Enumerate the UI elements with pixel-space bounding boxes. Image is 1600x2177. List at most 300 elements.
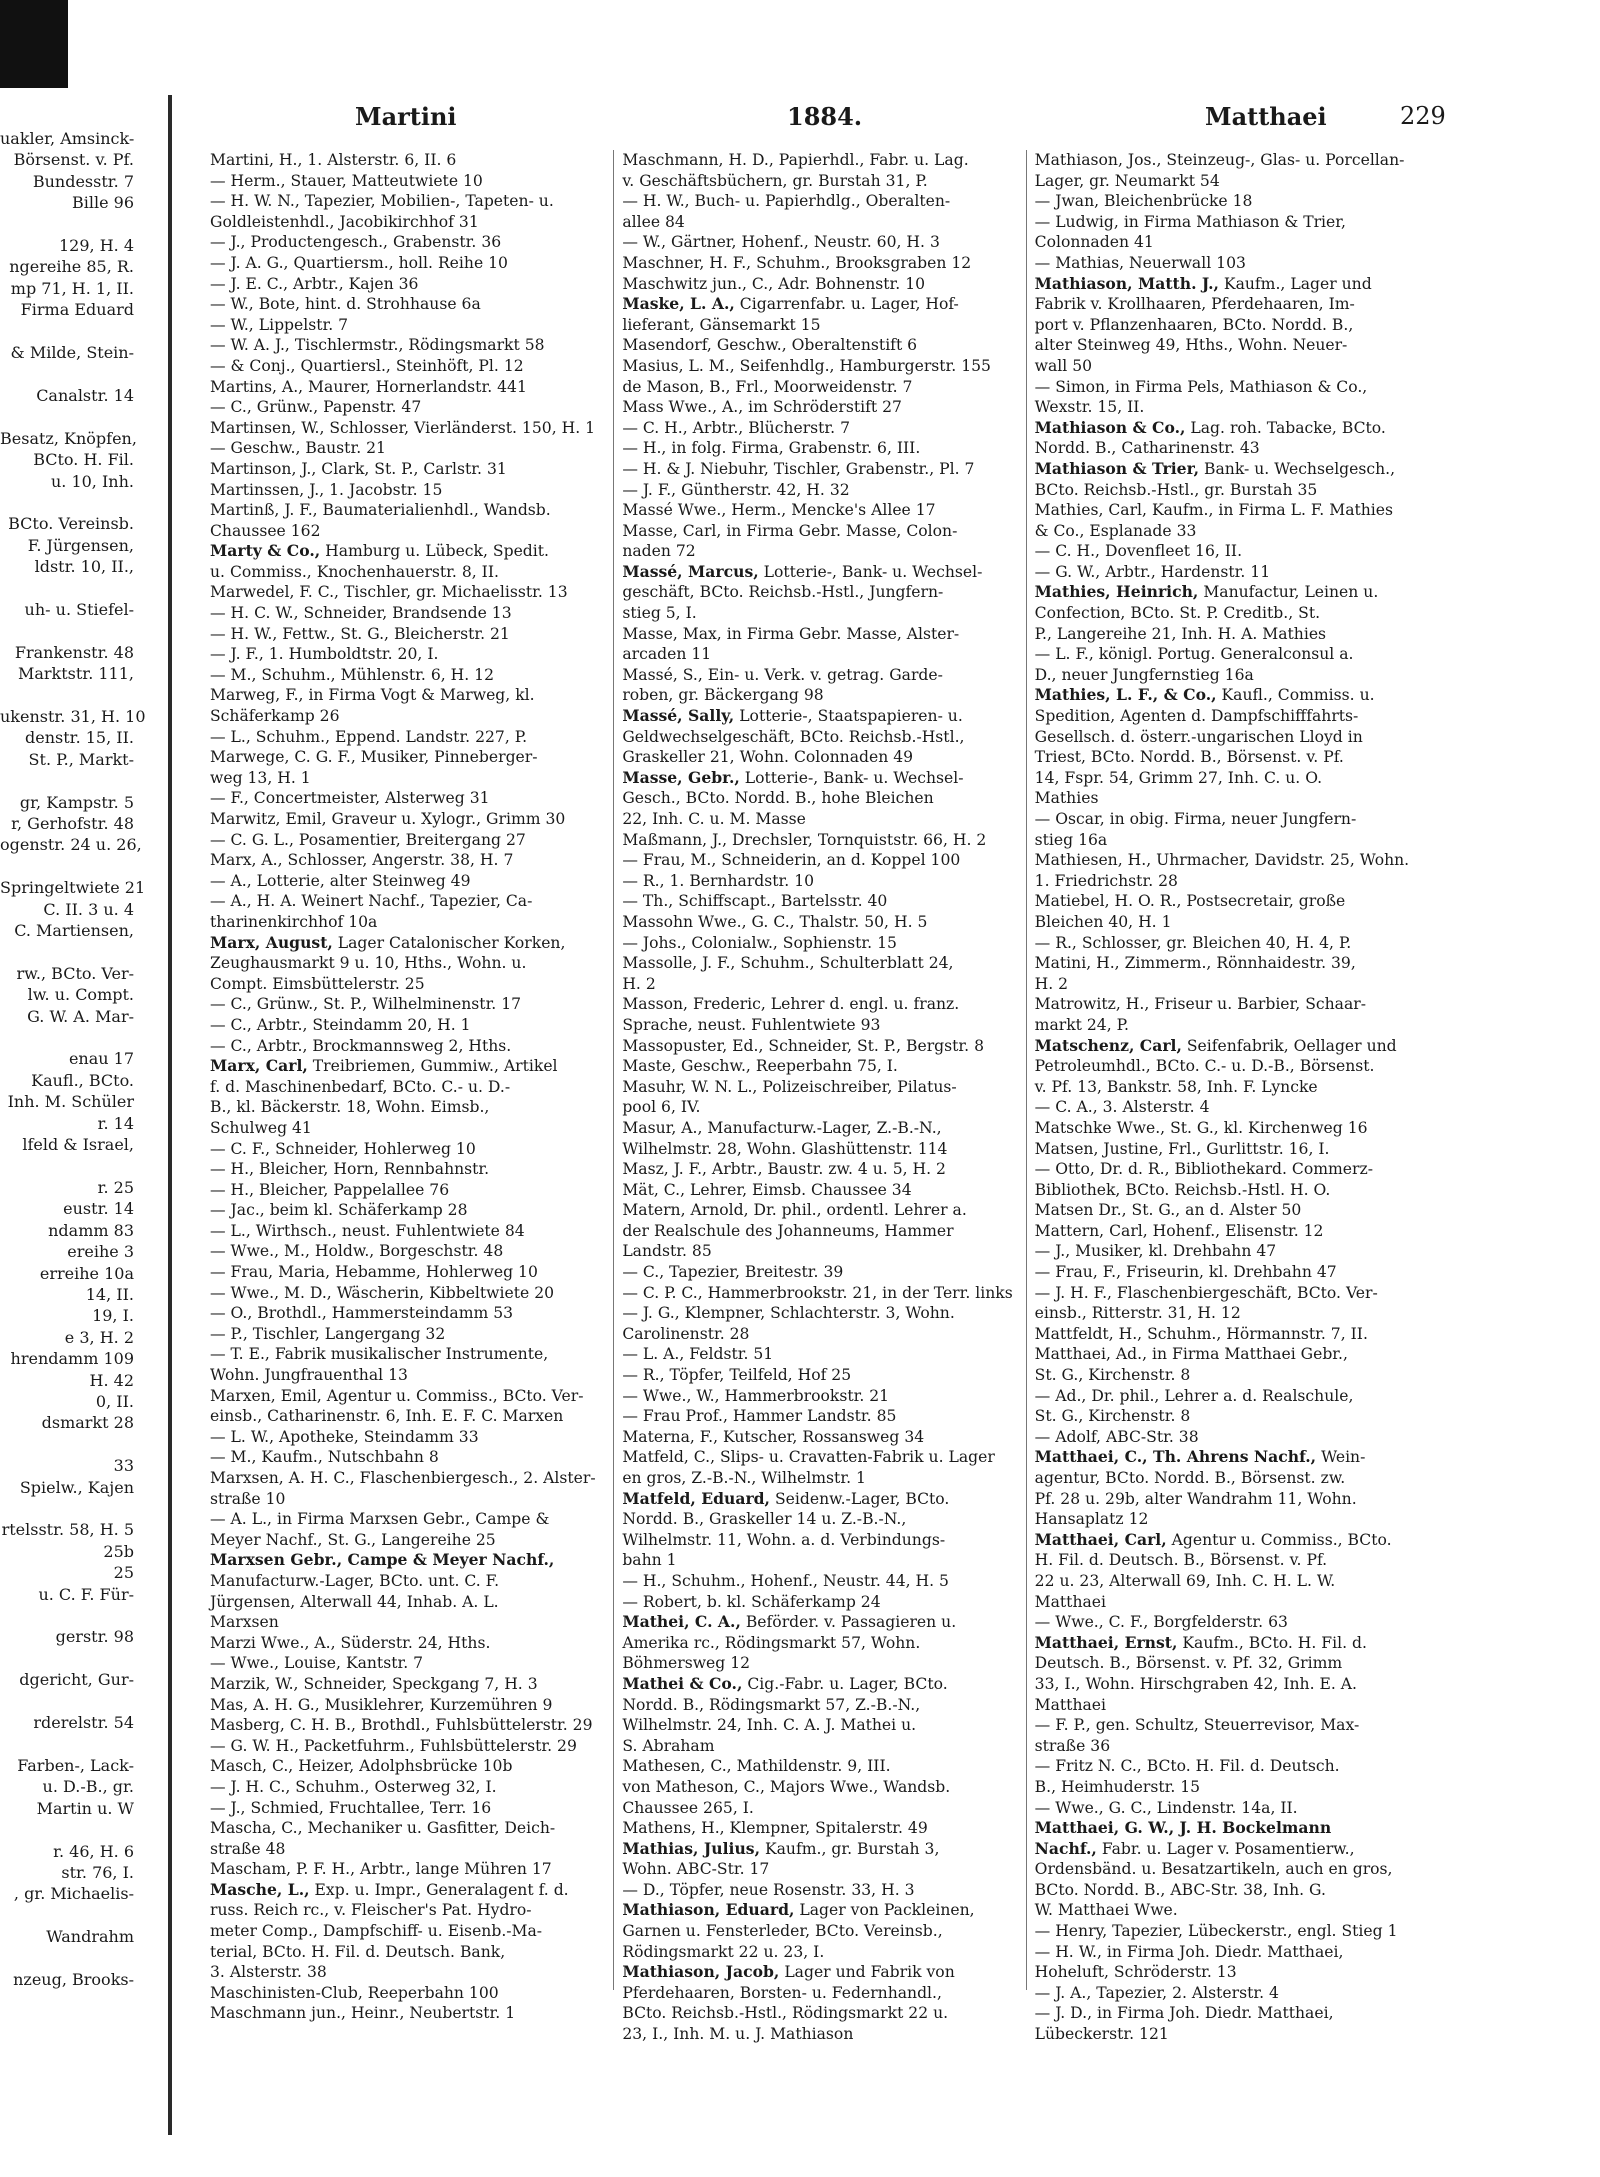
margin-fragment: rw., BCto. Ver- [16,963,134,983]
margin-fragment: denstr. 15, II. [25,728,134,748]
directory-entry-line: Marwedel, F. C., Tischler, gr. Michaelisstr. 13 [210,583,568,602]
directory-entry-line: W. Matthaei Wwe. [1034,1901,1178,1920]
directory-entry-line: — L., Schuhm., Eppend. Landstr. 227, P. [210,727,528,746]
page-number: 229 [1400,102,1446,130]
margin-fragment: Kaufl., BCto. [31,1070,134,1090]
directory-entry-line: — Frau Prof., Hammer Landstr. 85 [622,1407,897,1426]
directory-entry-line: D., neuer Jungfernstieg 16a [1034,665,1254,684]
entry-name-bold: Mathies, L. F., & Co., [1034,685,1217,705]
margin-fragment: gerstr. 98 [55,1627,134,1647]
margin-fragment: Springeltwiete 21 [0,878,146,898]
entry-name-bold: Matthaei, Ernst, [1034,1632,1178,1652]
directory-entry-line: Massé Wwe., Herm., Mencke's Allee 17 [622,501,936,520]
directory-columns [210,150,1430,2044]
margin-fragment: r. 25 [97,1177,134,1197]
directory-entry-line: naden 72 [622,542,696,561]
directory-entry-line: Mathias, Julius, Kaufm., gr. Burstah 3, [622,1838,940,1858]
running-head-right: Matthaei [1205,102,1327,131]
margin-fragment: 129, H. 4 [58,236,134,256]
directory-entry-line: — C., Tapezier, Breitestr. 39 [622,1263,844,1282]
directory-entry-line: stieg 5, I. [622,604,697,623]
directory-entry-line: Maßmann, J., Drechsler, Tornquiststr. 66, H. 2 [622,830,987,849]
directory-entry-line: — T. E., Fabrik musikalischer Instrumente, [210,1345,549,1364]
margin-fragment [0,856,158,877]
directory-entry-line: H. 2 [1034,974,1069,993]
directory-entry-line: Massé, Sally, Lotterie-, Staatspapieren- u. [622,706,963,726]
directory-entry-line: 23, I., Inh. M. u. J. Mathiason [622,2025,854,2044]
directory-entry-line: Masur, A., Manufacturw.-Lager, Z.-B.-N., [622,1118,942,1137]
directory-entry-line: Marwitz, Emil, Graveur u. Xylogr., Grimm 30 [210,810,566,828]
directory-entry-line: Sprache, neust. Fuhlentwiete 93 [622,1015,881,1034]
directory-entry-line: — J. G., Klempner, Schlachterstr. 3, Wohn. [622,1304,955,1323]
margin-fragment: Bille 96 [71,193,134,213]
directory-entry-line: Mathiason, Matth. J., Kaufm., Lager und [1034,273,1372,293]
margin-fragment: nzeug, Brooks- [13,1969,134,1989]
directory-entry-line: Massé, S., Ein- u. Verk. v. getrag. Garde- [622,665,943,684]
directory-entry-line: — G. W. H., Packetfuhrm., Fuhlsbüttelerstr. 29 [210,1736,577,1755]
directory-entry-line: Wexstr. 15, II. [1034,398,1145,417]
directory-entry-line: Bleichen 40, H. 1 [1034,912,1172,931]
directory-entry-line: — R., 1. Bernhardstr. 10 [622,871,815,890]
directory-entry-line: Marxsen, A. H. C., Flaschenbiergesch., 2. Alster- [210,1469,596,1487]
directory-entry-line: Garnen u. Fensterleder, BCto. Vereinsb., [622,1922,943,1941]
directory-entry-line: Masse, Carl, in Firma Gebr. Masse, Colon- [622,521,958,540]
directory-entry-line: Matini, H., Zimmerm., Rönnhaidestr. 39, [1034,954,1356,973]
directory-entry-line: 22 u. 23, Alterwall 69, Inh. C. H. L. W. [1034,1571,1336,1590]
directory-entry-line: — L. F., königl. Portug. Generalconsul a. [1034,645,1354,664]
directory-entry-line: Matrowitz, H., Friseur u. Barbier, Schaar- [1034,995,1366,1014]
directory-entry-line: Matsen Dr., St. G., an d. Alster 50 [1034,1201,1302,1220]
directory-entry-line: Goldleistenhdl., Jacobikirchhof 31 [210,212,479,231]
directory-entry-line: Chaussee 265, I. [622,1798,754,1817]
directory-entry-line: — J. A., Tapezier, 2. Alsterstr. 4 [1034,1983,1279,2002]
directory-entry-line: Mathiason, Eduard, Lager von Packleinen, [622,1900,975,1920]
entry-name-bold: Mathies, Heinrich, [1034,582,1199,602]
margin-fragment [0,1648,158,1669]
directory-entry-line: Maschinisten-Club, Reeperbahn 100 [210,1983,499,2002]
margin-fragment [0,1605,158,1626]
directory-entry-line: Marty & Co., Hamburg u. Lübeck, Spedit. [210,541,549,561]
directory-entry-line: H. 2 [622,974,656,993]
directory-entry-line: Martinssen, J., 1. Jacobstr. 15 [210,480,443,499]
margin-fragment: eustr. 14 [63,1199,134,1219]
directory-entry-line: geschäft, BCto. Reichsb.-Hstl., Jungfern- [622,583,944,602]
directory-entry-line: 22, Inh. C. u. M. Masse [622,810,806,828]
directory-entry-line: Meyer Nachf., St. G., Langereihe 25 [210,1530,496,1549]
entry-name-bold: Mathiason, Jacob, [622,1962,780,1982]
directory-entry-line: Nordd. B., Graskeller 14 u. Z.-B.-N., [622,1510,907,1529]
directory-entry-line: — J. E. C., Arbtr., Kajen 36 [210,274,419,293]
margin-fragment: rderelstr. 54 [33,1713,134,1733]
directory-entry-line: einsb., Ritterstr. 31, H. 12 [1034,1304,1241,1323]
directory-entry-line: — R., Schlosser, gr. Bleichen 40, H. 4, P. [1034,933,1352,952]
directory-entry-line: Matthaei, Carl, Agentur u. Commiss., BCto. [1034,1529,1392,1549]
directory-entry-line: — C., Arbtr., Brockmannsweg 2, Hths. [210,1036,512,1055]
directory-entry-line: — Wwe., M. D., Wäscherin, Kibbeltwiete 20 [210,1283,555,1302]
directory-entry-line: — Frau, F., Friseurin, kl. Drehbahn 47 [1034,1263,1337,1282]
directory-entry-line: — L. A., Feldstr. 51 [622,1345,774,1364]
directory-entry-line: — H. W., in Firma Joh. Diedr. Matthaei, [1034,1942,1344,1961]
entry-name-bold: Masse, Gebr., [622,767,740,787]
directory-entry-line: Matthaei, Ernst, Kaufm., BCto. H. Fil. d. [1034,1632,1367,1652]
directory-entry-line: Deutsch. B., Börsenst. v. Pf. 32, Grimm [1034,1654,1343,1673]
margin-fragment: St. P., Markt- [28,749,134,769]
directory-entry-line: Marxen, Emil, Agentur u. Commiss., BCto. Ver- [210,1386,584,1405]
entry-name-bold: Marx, Carl, [210,1056,308,1076]
directory-entry-line: — Simon, in Firma Pels, Mathiason & Co., [1034,377,1368,396]
scan-edge [0,0,68,88]
directory-entry-line: Hansaplatz 12 [1034,1510,1149,1529]
directory-entry-line: Ordensbänd. u. Besatzartikeln, auch en gros, [1034,1860,1393,1879]
directory-entry-line: — Herm., Stauer, Matteutwiete 10 [210,171,483,190]
directory-entry-line: Martini, H., 1. Alsterstr. 6, II. 6 [210,151,457,169]
directory-entry-line: Mascham, P. F. H., Arbtr., lange Mühren 17 [210,1860,552,1879]
directory-entry-line: Mathei, C. A., Beförder. v. Passagieren u. [622,1612,957,1632]
margin-fragment: e 3, H. 2 [64,1327,134,1347]
entry-name-bold: Matschenz, Carl, [1034,1035,1182,1055]
directory-entry-line: — C., Grünw., St. P., Wilhelminenstr. 17 [210,995,522,1014]
directory-entry-line: Masse, Gebr., Lotterie-, Bank- u. Wechsel- [622,767,964,787]
directory-entry-line: Gesch., BCto. Nordd. B., hohe Bleichen [622,789,934,808]
directory-entry-line: 3. Alsterstr. 38 [210,1963,327,1982]
directory-entry-line: — Geschw., Baustr. 21 [210,439,386,458]
directory-column-2 [622,150,1017,2044]
directory-entry-line: Mathiason, Jacob, Lager und Fabrik von [622,1962,955,1982]
directory-entry-line [1035,1818,1430,1839]
directory-entry-line: v. Geschäftsbüchern, gr. Burstah 31, P. [622,171,928,190]
directory-entry-line: Nachf., Fabr. u. Lager v. Posamentierw., [1034,1838,1355,1858]
directory-entry-line: Wilhelmstr. 28, Wohn. Glashüttenstr. 114 [622,1139,948,1158]
directory-entry-line: terial, BCto. H. Fil. d. Deutsch. Bank, [210,1942,506,1961]
margin-fragment: uakler, Amsinck- [0,129,135,148]
directory-entry-line: B., Heimhuderstr. 15 [1034,1777,1201,1796]
directory-entry-line: Mass Wwe., A., im Schröderstift 27 [622,398,902,417]
margin-fragment: 19, I. [92,1306,134,1326]
margin-fragment: lw. u. Compt. [27,985,134,1005]
directory-entry-line: Compt. Eimsbüttelerstr. 25 [210,974,425,993]
directory-entry-line: Chaussee 162 [210,521,321,540]
directory-entry-line: Pf. 28 u. 29b, alter Wandrahm 11, Wohn. [1034,1489,1357,1508]
margin-fragment [0,1027,158,1048]
directory-entry-line: — H. & J. Niebuhr, Tischler, Grabenstr., Pl. 7 [622,459,975,478]
directory-entry-line: Lager, gr. Neumarkt 54 [1034,171,1220,190]
entry-name-bold: Matthaei, G. W., J. H. Bockelmann [1034,1818,1332,1838]
directory-entry-line: Petroleumhdl., BCto. C.- u. D.-B., Börsenst. [1034,1057,1375,1076]
directory-entry-line: — L., Wirthsch., neust. Fuhlentwiete 84 [210,1221,525,1240]
directory-entry-line: russ. Reich rc., v. Fleischer's Pat. Hydro- [210,1901,532,1920]
directory-entry-line: Mathies [1034,789,1099,808]
directory-entry-line: — Wwe., G. C., Lindenstr. 14a, II. [1034,1798,1298,1817]
directory-entry-line: — Wwe., C. F., Borgfelderstr. 63 [1034,1613,1288,1632]
entry-name-bold: Mathiason & Co., [1034,417,1186,437]
directory-entry-line: Böhmersweg 12 [622,1654,751,1673]
margin-fragment: enau 17 [68,1049,134,1069]
directory-entry-line: Graskeller 21, Wohn. Colonnaden 49 [622,748,914,767]
margin-fragment: ngereihe 85, R. [9,257,134,277]
directory-entry-line: — Henry, Tapezier, Lübeckerstr., engl. Stieg 1 [1034,1922,1398,1941]
directory-entry-line: — Jac., beim kl. Schäferkamp 28 [210,1201,468,1220]
directory-entry-line: — Otto, Dr. d. R., Bibliothekard. Commerz- [1034,1160,1373,1179]
directory-entry-line: allee 84 [622,212,685,231]
directory-entry-line: 33, I., Wohn. Hirschgraben 42, Inh. E. A. [1034,1674,1357,1693]
directory-entry-line: Mät, C., Lehrer, Eimsb. Chaussee 34 [622,1180,912,1199]
entry-name-bold: Mathiason, Eduard, [622,1900,795,1920]
directory-entry-line: straße 36 [1034,1736,1111,1755]
margin-fragment: Frankenstr. 48 [14,642,134,662]
directory-entry-line: — Wwe., W., Hammerbrookstr. 21 [622,1386,890,1405]
directory-entry-line: — C. P. C., Hammerbrookstr. 21, in der Terr. links [622,1283,1013,1302]
margin-fragment: Canalstr. 14 [36,385,134,405]
directory-entry-line: Confection, BCto. St. P. Creditb., St. [1034,604,1321,623]
directory-entry-line: — Th., Schiffscapt., Bartelsstr. 40 [622,892,888,911]
entry-name-bold: Massé, Sally, [622,706,735,726]
margin-fragment: r. 14 [97,1113,134,1133]
margin-fragment [0,363,158,384]
directory-entry-line: markt 24, P. [1034,1015,1129,1034]
directory-entry-line: — J. H. F., Flaschenbiergeschäft, BCto. Ver- [1034,1283,1378,1302]
directory-entry-line: Triest, BCto. Nordd. B., Börsenst. v. Pf. [1034,748,1344,767]
directory-entry-line: S. Abraham [622,1736,715,1755]
directory-entry-line: 14, Fspr. 54, Grimm 27, Inh. C. u. O. [1034,768,1323,787]
directory-entry-line: — Wwe., Louise, Kantstr. 7 [210,1654,424,1673]
directory-entry-line: St. G., Kirchenstr. 8 [1034,1366,1191,1385]
directory-entry-line: — H. W. N., Tapezier, Mobilien-, Tapeten- u. [210,192,554,211]
directory-entry-line: — C., Arbtr., Steindamm 20, H. 1 [210,1015,471,1034]
margin-fragment: F. Jürgensen, [27,535,134,555]
entry-name-bold: Marxsen Gebr., Campe & Meyer Nachf., [210,1550,555,1570]
directory-entry-line: Marx, August, Lager Catalonischer Korken, [210,932,566,952]
directory-entry-line: Matthaei [1034,1592,1107,1611]
running-head-year: 1884. [787,102,863,131]
directory-entry-line: Marzik, W., Schneider, Speckgang 7, H. 3 [210,1674,538,1693]
directory-entry-line: — M., Kaufm., Nutschbahn 8 [210,1448,439,1467]
directory-entry-line: Masuhr, W. N. L., Polizeischreiber, Pilatus- [622,1077,957,1096]
directory-entry-line: — Mathias, Neuerwall 103 [1034,253,1246,272]
directory-entry-line: Hoheluft, Schröderstr. 13 [1034,1963,1237,1982]
directory-entry-line: v. Pf. 13, Bankstr. 58, Inh. F. Lyncke [1034,1077,1318,1096]
directory-entry-line: Geldwechselgeschäft, BCto. Reichsb.-Hstl., [622,727,965,746]
margin-fragment: 25b [103,1541,134,1561]
entry-name-bold: Nachf., [1034,1838,1097,1858]
entry-name-bold: Mathiason & Trier, [1034,458,1200,478]
directory-entry-line: Mathei & Co., Cig.-Fabr. u. Lager, BCto. [622,1673,948,1693]
directory-entry-line: Masche, L., Exp. u. Impr., Generalagent f. d. [210,1879,569,1899]
directory-entry-line: — Frau, M., Schneiderin, an d. Koppel 100 [622,851,961,870]
entry-name-bold: Marx, August, [210,932,333,952]
directory-entry-line: Maschwitz jun., C., Adr. Bohnenstr. 10 [622,274,926,293]
margin-fragment: ndamm 83 [48,1220,134,1240]
directory-entry-line: Materna, F., Kutscher, Rossansweg 34 [622,1427,925,1446]
directory-entry-line: Landstr. 85 [622,1242,712,1261]
margin-fragment [0,770,158,791]
entry-name-bold: Maske, L. A., [622,294,735,314]
directory-entry-line: wall 50 [1034,356,1093,375]
directory-entry-line: Spedition, Agenten d. Dampfschifffahrts- [1034,707,1359,726]
directory-entry-line: Matthaei, Ad., in Firma Matthaei Gebr., [1034,1345,1348,1364]
margin-fragment: Wandrahm [46,1927,134,1947]
margin-fragment [0,1498,158,1519]
margin-fragment: erreihe 10a [39,1263,134,1283]
entry-name-bold: Mathei & Co., [622,1673,743,1693]
directory-entry-line: agentur, BCto. Nordd. B., Börsenst. zw. [1034,1469,1346,1487]
directory-entry-line: weg 13, H. 1 [210,768,311,787]
directory-entry-line: Carolinenstr. 28 [622,1324,750,1343]
directory-entry-line: tharinenkirchhof 10a [210,912,378,931]
margin-fragment: ukenstr. 31, H. 10 [0,706,146,726]
directory-entry-line: Masberg, C. H. B., Brothdl., Fuhlsbüttelerstr. 29 [210,1716,593,1735]
directory-entry-line: — C. F., Schneider, Hohlerweg 10 [210,1139,476,1158]
directory-entry-line: Maschmann, H. D., Papierhdl., Fabr. u. Lag. [622,151,969,169]
directory-entry-line: — H., in folg. Firma, Grabenstr. 6, III. [622,439,921,458]
column-divider [1026,150,1027,1990]
directory-entry-line: u. Commiss., Knochenhauerstr. 8, II. [210,562,499,581]
margin-fragment [0,1905,158,1926]
directory-entry-line: alter Steinweg 49, Hths., Wohn. Neuer- [1034,336,1348,355]
entry-name-bold: Massé, Marcus, [622,561,759,581]
directory-entry-line: — F. P., gen. Schultz, Steuerrevisor, Max- [1034,1716,1360,1735]
directory-entry-line: — P., Tischler, Langergang 32 [210,1324,446,1343]
margin-fragment: Börsenst. v. Pf. [13,150,134,170]
margin-fragment: & Milde, Stein- [10,343,134,363]
directory-entry-line: Wohn. Jungfrauenthal 13 [210,1366,408,1385]
margin-fragment: dgericht, Gur- [19,1670,134,1690]
directory-entry-line: roben, gr. Bäckergang 98 [622,686,824,705]
directory-entry-line: arcaden 11 [622,645,712,664]
directory-entry-line: Masson, Frederic, Lehrer d. engl. u. franz. [622,995,960,1014]
margin-fragment: r. 46, H. 6 [53,1841,134,1861]
directory-entry-line: straße 48 [210,1839,286,1858]
directory-entry-line: — H. C. W., Schneider, Brandsende 13 [210,604,512,623]
entry-name-bold: Matthaei, C., Th. Ahrens Nachf., [1034,1447,1317,1467]
directory-entry-line: — F., Concertmeister, Alsterweg 31 [210,789,490,808]
directory-entry-line: meter Comp., Dampfschiff- u. Eisenb.-Ma- [210,1922,543,1941]
directory-entry-line: — D., Töpfer, neue Rosenstr. 33, H. 3 [622,1880,915,1899]
directory-entry-line: Pferdehaaren, Borsten- u. Federnhandl., [622,1983,942,2002]
directory-entry-line: St. G., Kirchenstr. 8 [1034,1407,1191,1426]
directory-entry-line: Masendorf, Geschw., Oberaltenstift 6 [622,336,918,355]
entry-name-bold: Mathei, C. A., [622,1612,741,1632]
page-header [205,102,1446,142]
directory-entry-line: port v. Pflanzenhaaren, BCto. Nordd. B., [1034,315,1354,334]
directory-entry-line: Matern, Arnold, Dr. phil., ordentl. Lehrer a. [622,1201,967,1220]
directory-entry-line: — A. L., in Firma Marxsen Gebr., Campe & [210,1510,550,1529]
margin-fragment: Firma Eduard [20,300,134,320]
margin-fragment [0,214,158,235]
page-gutter [168,95,172,2135]
directory-entry-line: Marwege, C. G. F., Musiker, Pinneberger- [210,748,538,767]
margin-fragment: Farben-, Lack- [17,1755,134,1775]
margin-fragment: ogenstr. 24 u. 26, [0,835,142,855]
margin-fragment: lfeld & Israel, [22,1135,134,1155]
directory-entry-line: Mathies, Carl, Kaufm., in Firma L. F. Mathies [1034,501,1394,520]
directory-entry-line: — H. W., Buch- u. Papierhdlg., Oberalten- [622,192,951,211]
directory-entry-line: Nordd. B., Rödingsmarkt 57, Z.-B.-N., [622,1695,921,1714]
directory-entry-line: — H. W., Fettw., St. G., Bleicherstr. 21 [210,624,510,643]
directory-entry-line: en gros, Z.-B.-N., Wilhelmstr. 1 [622,1469,866,1487]
directory-entry-line: Masse, Max, in Firma Gebr. Masse, Alster- [622,624,960,643]
margin-fragment [0,620,158,641]
margin-fragment: u. 10, Inh. [50,471,134,491]
directory-entry-line: Marzi Wwe., A., Süderstr. 24, Hths. [210,1633,491,1652]
directory-entry-line: de Mason, B., Frl., Moorweidenstr. 7 [622,377,913,396]
margin-fragment: ereihe 3 [67,1242,134,1262]
entry-name-bold: Masche, L., [210,1879,310,1899]
directory-entry-line: — W. A. J., Tischlermstr., Rödingsmarkt 58 [210,336,545,355]
margin-fragment: rtelsstr. 58, H. 5 [1,1520,134,1540]
entry-name-bold: Matfeld, Eduard, [622,1488,770,1508]
directory-entry-line: 1. Friedrichstr. 28 [1034,871,1178,890]
directory-entry-line: Mathies, L. F., & Co., Kaufl., Commiss. u. [1034,685,1375,705]
directory-entry-line: der Realschule des Johanneums, Hammer [622,1221,954,1240]
margin-fragment: Inh. M. Schüler [7,1092,134,1112]
directory-entry-line: Martinß, J. F., Baumaterialienhdl., Wandsb. [210,501,551,520]
directory-entry-line: Matthaei [1034,1695,1107,1714]
directory-entry-line: Bibliothek, BCto. Reichsb.-Hstl. H. O. [1034,1180,1331,1199]
directory-entry-line: Massopuster, Ed., Schneider, St. P., Bergstr. 8 [622,1036,985,1055]
margin-fragment: H. 42 [89,1370,134,1390]
directory-entry-line: straße 10 [210,1489,286,1508]
margin-fragment: C. II. 3 u. 4 [43,899,134,919]
margin-fragment: Martin u. W [36,1798,134,1818]
previous-page-margin [0,128,158,1989]
directory-entry-line: H. Fil. d. Deutsch. B., Börsenst. v. Pf. [1034,1551,1328,1570]
directory-entry-line: P., Langereihe 21, Inh. H. A. Mathies [1034,624,1327,643]
directory-entry-line: — G. W., Arbtr., Hardenstr. 11 [1034,562,1271,581]
directory-entry-line: Mascha, C., Mechaniker u. Gasfitter, Deich- [210,1819,556,1838]
directory-column-3 [1034,150,1430,2044]
directory-entry-line: Massolle, J. F., Schuhm., Schulterblatt 24, [622,954,954,973]
directory-entry-line: — H., Bleicher, Pappelallee 76 [210,1180,450,1199]
margin-fragment [0,941,158,962]
directory-entry-line: Schäferkamp 26 [210,707,340,726]
directory-entry-line: — Ludwig, in Firma Mathiason & Trier, [1034,212,1346,231]
directory-entry-line: BCto. Reichsb.-Hstl., gr. Burstah 35 [1034,480,1318,499]
directory-entry-line: lieferant, Gänsemarkt 15 [622,315,821,334]
margin-fragment [0,1948,158,1969]
margin-fragment: gr, Kampstr. 5 [19,792,134,812]
directory-entry-line: — M., Schuhm., Mühlenstr. 6, H. 12 [210,665,495,684]
directory-entry-line: — Wwe., M., Holdw., Borgeschstr. 48 [210,1242,504,1261]
margin-fragment [0,578,158,599]
directory-entry-line: Masius, L. M., Seifenhdlg., Hamburgerstr. 155 [622,356,991,375]
directory-entry-line: B., kl. Bäckerstr. 18, Wohn. Eimsb., [210,1098,490,1117]
directory-entry-line: — W., Bote, hint. d. Strohhause 6a [210,295,481,314]
directory-entry-line: Mathiason, Jos., Steinzeug-, Glas- u. Porcellan- [1034,151,1405,169]
directory-entry-line [210,1550,605,1571]
directory-entry-line: Wilhelmstr. 24, Inh. C. A. J. Mathei u. [622,1716,917,1735]
directory-entry-line: Maste, Geschw., Reeperbahn 75, I. [622,1057,898,1076]
directory-entry-line: f. d. Maschinenbedarf, BCto. C.- u. D.- [210,1077,511,1096]
directory-entry-line: von Matheson, C., Majors Wwe., Wandsb. [622,1777,951,1796]
directory-entry-line: Mathens, H., Klempner, Spitalerstr. 49 [622,1819,928,1838]
directory-entry-line: Rödingsmarkt 22 u. 23, I. [622,1942,825,1961]
directory-entry-line: Mathies, Heinrich, Manufactur, Leinen u. [1034,582,1379,602]
directory-entry-line: BCto. Reichsb.-Hstl., Rödingsmarkt 22 u. [622,2004,949,2023]
margin-fragment [0,1156,158,1177]
margin-fragment: r, Gerhofstr. 48 [11,814,134,833]
directory-entry-line: Marweg, F., in Firma Vogt & Marweg, kl. [210,686,535,705]
directory-entry-line: — L. W., Apotheke, Steindamm 33 [210,1427,479,1446]
directory-entry-line: Maschner, H. F., Schuhm., Brooksgraben 12 [622,253,972,272]
directory-entry-line: Wilhelmstr. 11, Wohn. a. d. Verbindungs- [622,1530,946,1549]
directory-entry-line: Martinson, J., Clark, St. P., Carlstr. 31 [210,459,507,478]
margin-fragment [0,1691,158,1712]
directory-entry-line: — J. F., Güntherstr. 42, H. 32 [622,480,850,499]
margin-fragment: 14, II. [85,1284,134,1304]
directory-entry-line: Nordd. B., Catharinenstr. 43 [1034,439,1260,458]
entry-name-bold: Matthaei, Carl, [1034,1529,1167,1549]
directory-entry-line: — H., Schuhm., Hohenf., Neustr. 44, H. 5 [622,1571,949,1590]
